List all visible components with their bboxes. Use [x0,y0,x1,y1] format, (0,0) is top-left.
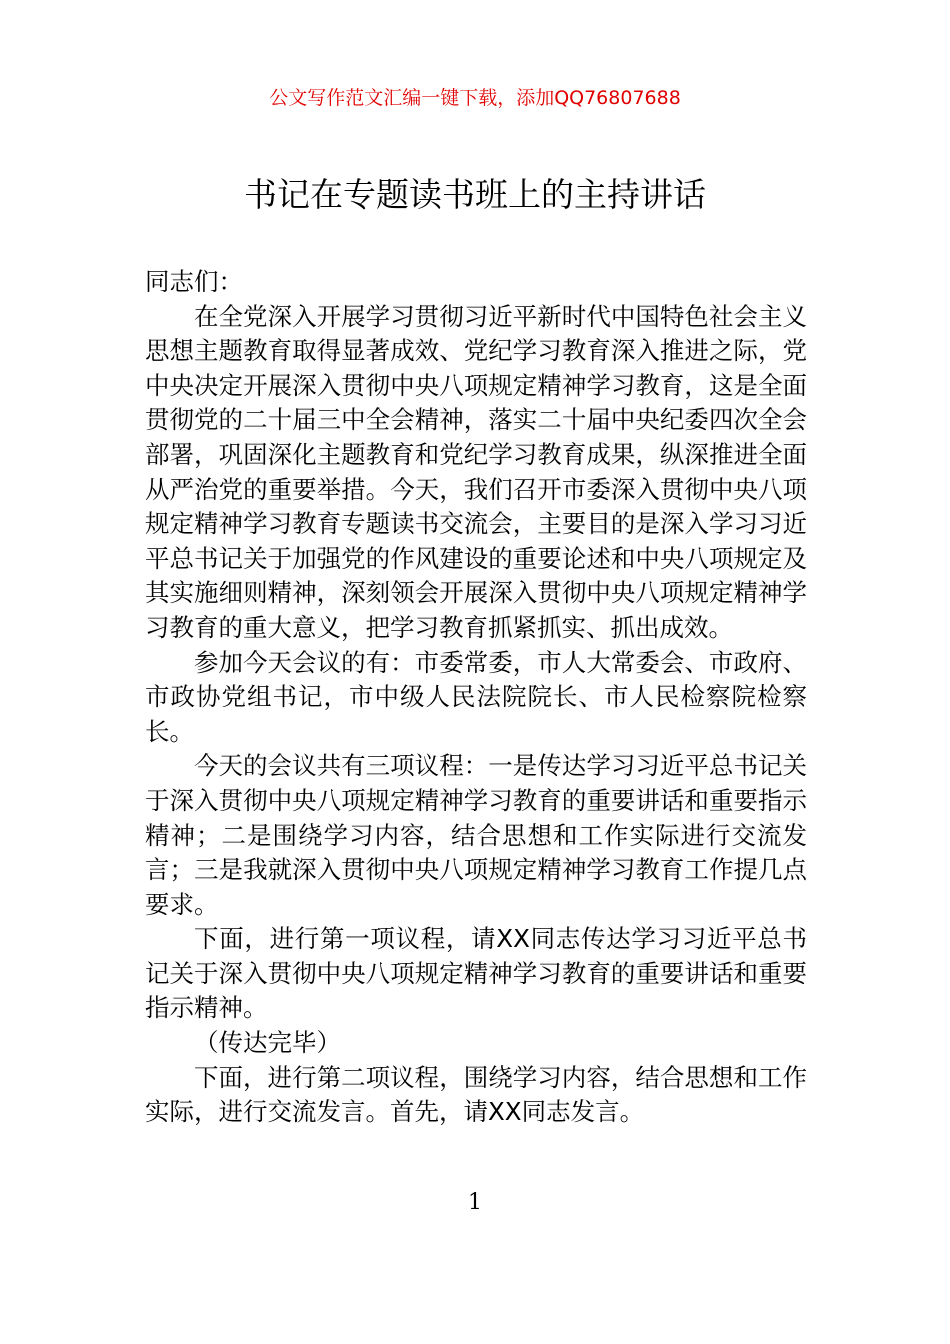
paragraph-intro: 在全党深入开展学习贯彻习近平新时代中国特色社会主义思想主题教育取得显著成效、党纪学习教育深入推进之际，党中央决定开展深入贯彻中央八项规定精神学习教育，这是全面贯彻党的二十届三中全会精神，落实二十届中央纪委四次全会部署，巩固深化主题教育和党纪学习教育成果，纵深推进全面从严治党的重要举措。今天，我们召开市委深入贯彻中央八项规定精神学习教育专题读书交流会，主要目的是深入学习习近平总书记关于加强党的作风建设的重要论述和中央八项规定及其实施细则精神，深刻领会开展深入贯彻中央八项规定精神学习教育的重大意义，把学习教育抓紧抓实、抓出成效。 [145,301,807,642]
document-title: 书记在专题读书班上的主持讲话 [244,175,706,214]
paragraph-attendees: 参加今天会议的有：市委常委，市人大常委会、市政府、市政协党组书记，市中级人民法院院长、市人民检察院检察长。 [145,647,807,746]
document-body [145,265,807,1130]
header-note: 公文写作范文汇编一键下载，添加QQ76807688 [269,87,681,109]
page-number: 1 [468,1190,482,1215]
salutation: 同志们： [145,267,243,296]
paragraph-agenda-item-2: 下面，进行第二项议程，围绕学习内容，结合思想和工作实际，进行交流发言。首先，请XX同志发言。 [145,1062,807,1127]
paragraph-transmission-complete: （传达完毕） [194,1028,341,1058]
paragraph-agenda: 今天的会议共有三项议程：一是传达学习习近平总书记关于深入贯彻中央八项规定精神学习教育的重要讲话和重要指示精神；二是围绕学习内容，结合思想和工作实际进行交流发言；三是我就深入贯彻中央八项规定精神学习教育工作提几点要求。 [145,751,807,919]
paragraph-agenda-item-1: 下面，进行第一项议程，请XX同志传达学习习近平总书记关于深入贯彻中央八项规定精神学习教育的重要讲话和重要指示精神。 [145,924,807,1023]
